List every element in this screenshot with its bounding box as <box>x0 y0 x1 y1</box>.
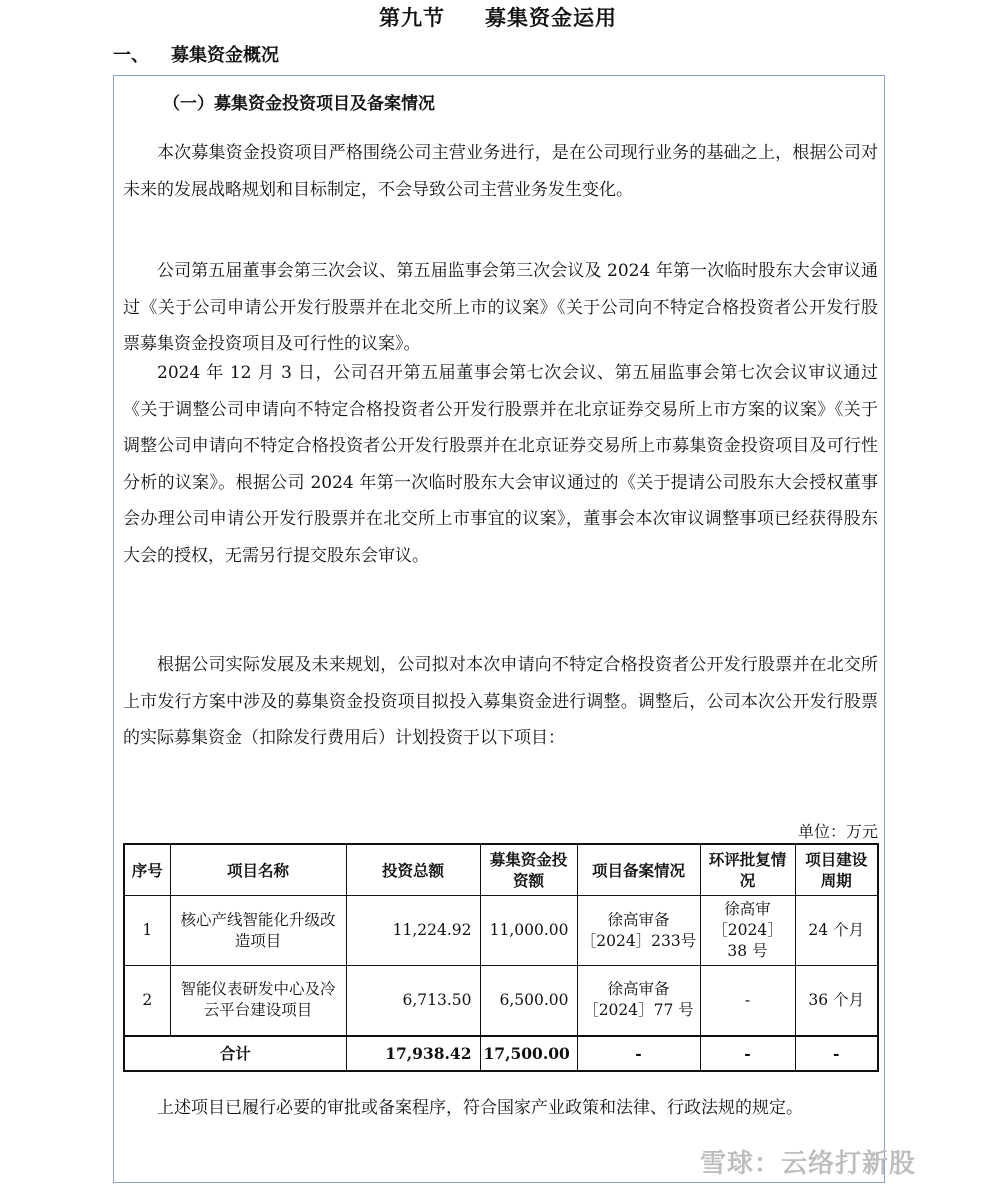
cell-eia-sum: - <box>700 1036 795 1071</box>
section-number: 第九节 <box>379 5 445 30</box>
cell-period: 36 个月 <box>795 966 878 1036</box>
fund-table <box>123 843 879 1072</box>
cell-no: 1 <box>124 896 170 966</box>
header-filing: 项目备案情况 <box>577 844 700 896</box>
header-no: 序号 <box>124 844 170 896</box>
cell-name: 智能仪表研发中心及冷云平台建设项目 <box>170 966 346 1036</box>
cell-total-sum: 17,938.42 <box>346 1036 480 1071</box>
table-total-row <box>124 1036 878 1071</box>
table-header-row <box>124 844 878 896</box>
heading-number: 一、 <box>113 45 149 66</box>
cell-total: 11,224.92 <box>346 896 480 966</box>
cell-no: 2 <box>124 966 170 1036</box>
subsection-heading: （一）募集资金投资项目及备案情况 <box>163 94 435 114</box>
table-row <box>124 966 878 1036</box>
heading-text: 募集资金概况 <box>171 45 279 66</box>
cell-total-label: 合计 <box>124 1036 346 1071</box>
table-row <box>124 896 878 966</box>
header-raised: 募集资金投资额 <box>480 844 577 896</box>
cell-period-sum: - <box>795 1036 878 1071</box>
header-total: 投资总额 <box>346 844 480 896</box>
paragraph-1: 本次募集资金投资项目严格围绕公司主营业务进行，是在公司现行业务的基础之上，根据公司对未来的发展战略规划和目标制定，不会导致公司主营业务发生变化。 <box>123 143 878 200</box>
cell-raised: 6,500.00 <box>480 966 577 1036</box>
page-title <box>0 2 996 32</box>
cell-raised: 11,000.00 <box>480 896 577 966</box>
table-unit: 单位：万元 <box>797 822 878 841</box>
paragraph-2: 公司第五届董事会第三次会议、第五届监事会第三次会议及 2024 年第一次临时股东大会审议通过《关于公司申请公开发行股票并在北交所上市的议案》《关于公司向不特定合格投资者公开发行股票募集资金投资项目及可行性的议案》。 <box>123 261 878 354</box>
section-title: 募集资金运用 <box>485 5 617 30</box>
paragraph-3: 2024 年 12 月 3 日，公司召开第五届董事会第七次会议、第五届监事会第七次会议审议通过《关于调整公司申请向不特定合格投资者公开发行股票并在北京证券交易所上市方案的议案》《关于调整公司申请向不特定合格投资者公开发行股票并在北京证券交易所上市募集资金投资项目及可行性分析的议案》。根据公司 2024 年第一次临时股东大会审议通过的《关于提请公司股东大会授权董事会办理公司申请公开发行股票并在北交所上市事宜的议案》，董事会本次审议调整事项已经获得股东大会的授权，无需另行提交股东会审议。 <box>123 363 878 566</box>
cell-filing: 徐高审备［2024］77 号 <box>577 966 700 1036</box>
watermark: 雪球：云络打新股 <box>700 1149 917 1179</box>
cell-period: 24 个月 <box>795 896 878 966</box>
cell-name: 核心产线智能化升级改造项目 <box>170 896 346 966</box>
heading-level1 <box>113 41 279 67</box>
header-eia: 环评批复情况 <box>700 844 795 896</box>
header-name: 项目名称 <box>170 844 346 896</box>
cell-eia: - <box>700 966 795 1036</box>
cell-filing: 徐高审备［2024］233号 <box>577 896 700 966</box>
paragraph-4: 根据公司实际发展及未来规划，公司拟对本次申请向不特定合格投资者公开发行股票并在北交所上市发行方案中涉及的募集资金投资项目拟投入募集资金进行调整。调整后，公司本次公开发行股票的实际募集资金（扣除发行费用后）计划投资于以下项目： <box>123 655 878 748</box>
paragraph-5: 上述项目已履行必要的审批或备案程序，符合国家产业政策和法律、行政法规的规定。 <box>157 1098 803 1118</box>
cell-raised-sum: 17,500.00 <box>480 1036 577 1071</box>
cell-eia: 徐高审［2024］38 号 <box>700 896 795 966</box>
cell-total: 6,713.50 <box>346 966 480 1036</box>
cell-filing-sum: - <box>577 1036 700 1071</box>
header-period: 项目建设周期 <box>795 844 878 896</box>
